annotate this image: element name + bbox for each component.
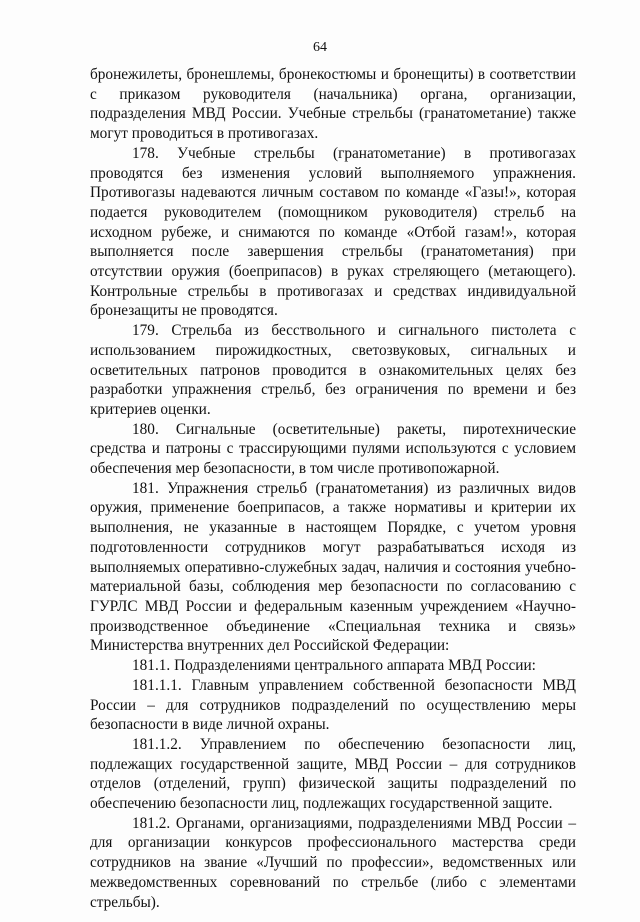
paragraph-180: 180. Сигнальные (осветительные) ракеты, пиротехнические средства и патроны с трассирующими пулями используются с условием обеспечения мер безопасности, в том числе противопожарной. — [90, 420, 576, 478]
paragraph-181-2: 181.2. Органами, организациями, подразделениями МВД России – для организации конкурсов профессионального мастерства среди сотрудников на звание «Лучший по профессии», ведомственных или межведомственных соревнований по стрельбе (либо с элементами стрельбы). — [90, 814, 576, 911]
paragraph-181: 181. Упражнения стрельб (гранатометания) из различных видов оружия, применение боеприпасов, а также нормативы и критерии их выполнения, не указанные в настоящем Порядке, с учетом уровня подготовленности сотрудников могут разрабатываться исходя из выполняемых оперативно-служебных задач, наличия и состояния учебно-материальной базы, соблюдения мер безопасности по согласованию с ГУРЛС МВД России и федеральным казенным учреждением «Научно-производственное объединение «Специальная техника и связь» Министерства внутренних дел Российской Федерации: — [90, 479, 576, 655]
paragraph-181-1-1: 181.1.1. Главным управлением собственной безопасности МВД России – для сотрудников подразделений по осуществлению меры безопасности в виде личной охраны. — [90, 676, 576, 734]
page-number: 64 — [313, 40, 327, 55]
paragraph-continuation: бронежилеты, бронешлемы, бронекостюмы и бронещиты) в соответствии с приказом руководителя (начальника) органа, организации, подразделения МВД России. Учебные стрельбы (гранатометание) также могут проводиться в противогазах. — [90, 66, 576, 143]
paragraph-181-1-2: 181.1.2. Управлением по обеспечению безопасности лиц, подлежащих государственной защите, МВД России – для сотрудников отделов (отделений, групп) физической защиты подразделений по обеспечению безопасности лиц, подлежащих государственной защите. — [90, 735, 576, 813]
paragraph-178: 178. Учебные стрельбы (гранатометание) в противогазах проводятся без изменения условий выполняемого упражнения. Противогазы надеваются личным составом по команде «Газы!», которая подается руководителем (помощником руководителя) стрельб на исходном рубеже, и снимаются по команде «Отбой газам!», которая выполняется после завершения стрельбы (гранатометания) при отсутствии оружия (боеприпасов) в руках стреляющего (метающего). Контрольные стрельбы в противогазах и средствах индивидуальной бронезащиты не проводятся. — [90, 144, 576, 320]
paragraph-181-1: 181.1. Подразделениями центрального аппарата МВД России: — [132, 657, 536, 675]
document-body — [90, 65, 576, 912]
paragraph-179: 179. Стрельба из бесствольного и сигнального пистолета с использованием пирожидкостных, светозвуковых, сигнальных и осветительных патронов проводится в ознакомительных целях без разработки упражнения стрельб, без ограничения по времени и без критериев оценки. — [90, 322, 576, 418]
